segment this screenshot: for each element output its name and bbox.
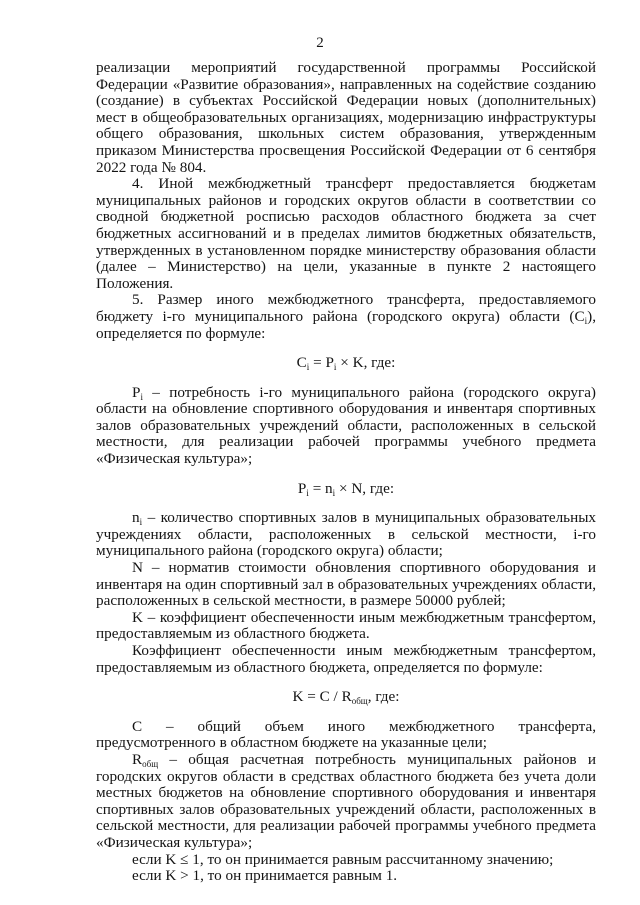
condition-k-le-1: если K ≤ 1, то он принимается равным рассчитанному значению; (132, 850, 554, 868)
condition-k-gt-1: если K > 1, то он принимается равным 1. (132, 867, 398, 885)
formula-ci: $C_i = P_i \times K$, где: (296, 354, 396, 373)
definition-c: C – общий объем иного межбюджетного трансферта, предусмотренного в областном бюджете на указанные цели; (96, 717, 596, 752)
paragraph-continuation: реализации мероприятий государственной программы Российской Федерации «Развитие образования», направленных на содействие созданию (создание) в субъектах Российской Федерации новых (дополнительных) мест в общеобразовательных организациях, модернизацию инфраструктуры общего образования, школьных систем образования, утвержденным приказом Министерства просвещения Российской Федерации от 6 сентября 2022 года № 804. (96, 59, 596, 176)
definition-n: N – норматив стоимости обновления спортивного оборудования и инвентаря на один спортивный зал в образовательных учреждениях области, расположенных в сельской местности, в размере 50000 рублей; (96, 559, 596, 610)
definition-k: K – коэффициент обеспеченности иным межбюджетным трансфертом, предоставляемым из областного бюджета. (96, 608, 596, 643)
definition-r: $R_{общ}$ – общая расчетная потребность муниципальных районов и городских округов области в средствах областного бюджета без учета доли местных бюджетов на обновление спортивного оборудования и инвентаря спортивных залов образовательных учреждений области, расположенных в сельской местности, для реализации рабочей программы учебного предмета «Физическая культура»; (96, 750, 596, 851)
page-number: 2 (316, 35, 324, 51)
paragraph-item-5: 5. Размер иного межбюджетного трансферта, предоставляемого бюджету i-го муниципального района (городского округа) области $(C_i)$, определяется по формуле: (96, 291, 596, 342)
paragraph-coefficient: Коэффициент обеспеченности иным межбюджетным трансфертом, предоставляемым из областного бюджета, определяется по формуле: (96, 642, 596, 676)
document-body (96, 60, 596, 885)
formula-pi: $P_i = n_i \times N$, где: (297, 479, 395, 498)
definition-pi: $P_i$ – потребность i-го муниципального района (городского округа) области на обновление спортивного оборудования и инвентаря спортивных залов образовательных учреждений области, расположенных в сельской местности, для реализации рабочей программы учебного предмета «Физическая культура»; (96, 383, 596, 468)
definition-ni: $n_i$ – количество спортивных залов в муниципальных образовательных учреждениях области, расположенных в сельской местности, i-го муниципального района (городского округа) области; (96, 509, 596, 560)
paragraph-item-4: 4. Иной межбюджетный трансферт предоставляется бюджетам муниципальных районов и городских округов области в соответствии со сводной бюджетной росписью расходов областного бюджета за счет бюджетных ассигнований и в пределах лимитов бюджетных обязательств, утвержденных в установленном порядке министерству образования области (далее – Министерство) на цели, указанные в пункте 2 настоящего Положения. (96, 175, 596, 292)
formula-k: $K = C / R_{общ}$, где: (292, 688, 400, 707)
